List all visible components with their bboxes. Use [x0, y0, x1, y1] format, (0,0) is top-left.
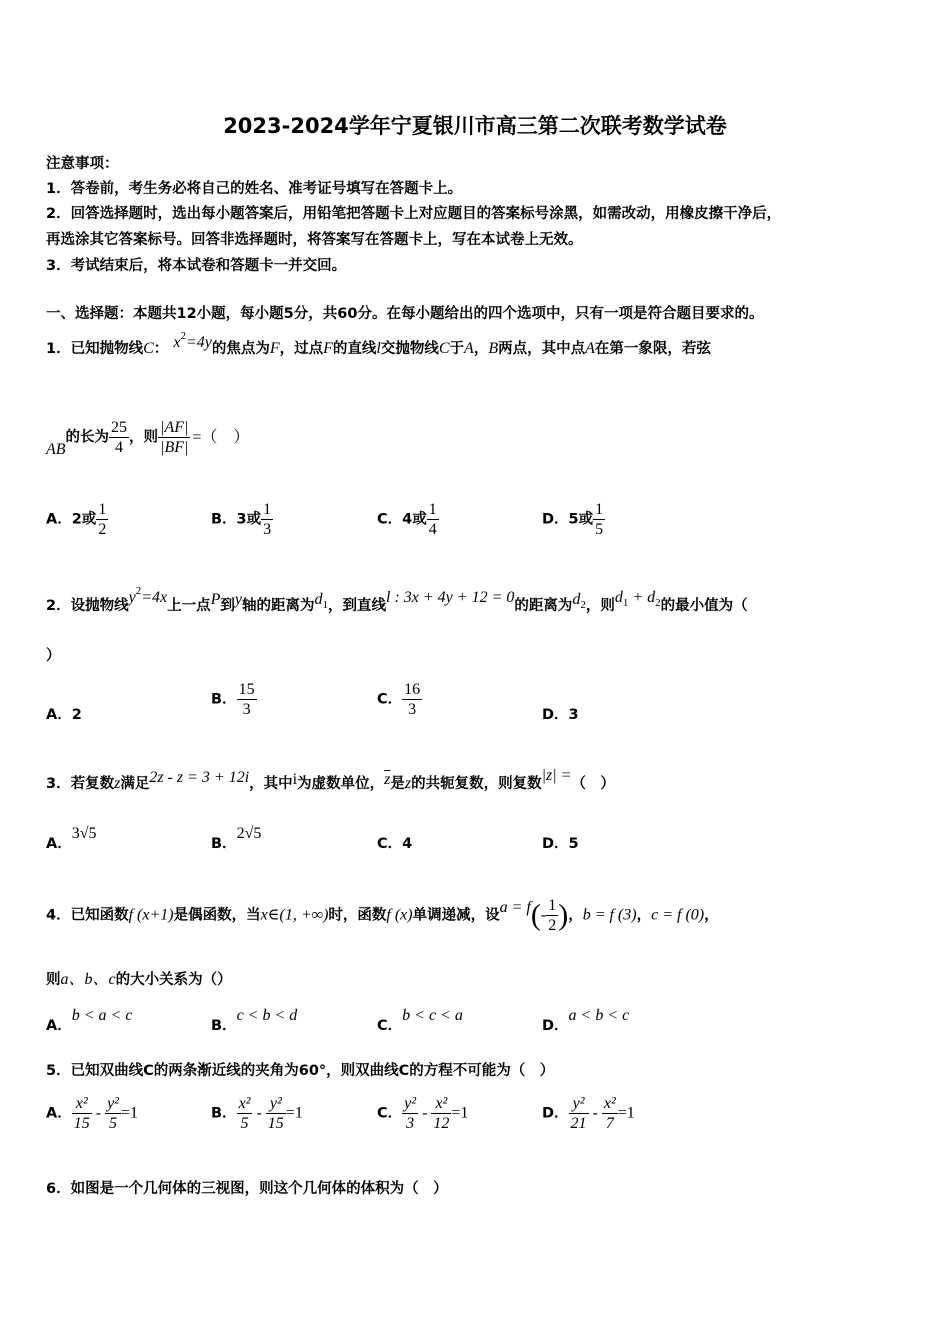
q4-abc: a、b、c	[60, 971, 116, 988]
q2-text-4: 轴的距离为	[242, 598, 315, 614]
q1-option-a-num: 1	[98, 501, 107, 518]
q5-option-c-n2: x²	[431, 1094, 451, 1114]
q5-option-a-tail: =1	[120, 1104, 138, 1122]
q1-option-c[interactable]	[377, 500, 439, 539]
q1-frac-den: 4	[115, 439, 124, 456]
q2-option-b[interactable]	[211, 680, 257, 719]
q1-text: 1．已知抛物线	[46, 341, 144, 357]
q4-option-c-label: C．	[377, 1018, 403, 1034]
q1-C: C	[143, 340, 154, 357]
q1-option-b-num: 1	[263, 501, 272, 518]
q5-option-b-n2: y²	[266, 1094, 286, 1114]
q1-option-c-num: 1	[428, 501, 437, 518]
q3-z2: z	[404, 775, 412, 792]
q1-text-10: ，则	[129, 429, 159, 446]
q1-option-d-den: 5	[595, 521, 604, 538]
notice-item-3: 3．考试结束后，将本试卷和答题卡一并交回。	[46, 258, 347, 274]
q4-option-a-val: b < a < c	[71, 1007, 133, 1024]
q1-option-b[interactable]	[211, 500, 273, 539]
question-1-line-1: 1．已知抛物线C： $x^2=4y$的焦点为F，过点F的直线l交抛物线C于A，B两点，其中点A在第一象限，若弦	[46, 330, 711, 357]
q2-d1: d	[314, 591, 323, 608]
q4-option-d-val: a < b < c	[568, 1007, 630, 1024]
q3-option-b-val: 2√5	[236, 825, 262, 842]
q5-option-d-n2: x²	[603, 1095, 616, 1112]
q1-A2: A	[585, 340, 595, 357]
q1-text-4: 的直线	[332, 341, 377, 357]
q5-option-a[interactable]: A． $\frac{\text{x²}}{15}$ - $\frac{\text{y²}}{5}$ =1	[46, 1095, 138, 1132]
q1-text-2: 的焦点为	[211, 341, 270, 357]
q1-option-d-num: 1	[595, 501, 604, 518]
q5-option-d-d2: 7	[605, 1115, 614, 1132]
q5-option-b-tail: =1	[285, 1104, 303, 1122]
q3-text-3: ，其中	[249, 776, 293, 792]
q3-text-6: 的共轭复数，则复数	[411, 776, 542, 792]
q2-option-c-den: 3	[408, 701, 417, 718]
q2-option-c[interactable]	[377, 680, 422, 719]
q1-AB: AB	[46, 440, 66, 458]
q1-option-a-label: A．2或	[46, 511, 97, 528]
q4-text-5: 则	[46, 972, 61, 988]
q1-option-b-den: 3	[263, 521, 272, 538]
q4-text-4: 单调递减，设	[412, 907, 500, 924]
q3-text-4: 为虚数单位，	[297, 776, 385, 792]
q2-eq-rest: =4x	[141, 589, 168, 606]
q4-f1: f (x+1)	[128, 906, 174, 924]
q1-ratio-den: |BF|	[160, 439, 189, 456]
q1-option-d[interactable]	[542, 500, 605, 539]
q4-text-3: 时，函数	[328, 907, 387, 924]
q1-option-a[interactable]	[46, 500, 108, 539]
q2-sum-d2: d	[647, 589, 656, 606]
notice-item-2: 2．回答选择题时，选出每小题答案后，用铅笔把答题卡上对应题目的答案标号涂黑，如需改动，用橡皮擦干净后，	[46, 206, 782, 222]
question-3	[46, 767, 615, 793]
q1-l: l	[376, 340, 381, 357]
q5-option-a-n2: y²	[107, 1095, 119, 1112]
q4-option-c[interactable]	[377, 1007, 463, 1035]
notice-heading: 注意事项：	[46, 156, 119, 172]
q2-text-2: 上一点	[167, 598, 211, 614]
q4-option-b-val: c < b < d	[236, 1007, 298, 1024]
q4-option-b[interactable]	[211, 1007, 298, 1035]
q1-ratio-num: |AF|	[160, 419, 189, 436]
q5-option-c-tail: =1	[451, 1104, 469, 1122]
q2-y: y	[234, 591, 242, 608]
q5-option-c-n1: y²	[404, 1095, 417, 1112]
q1-F: F	[269, 340, 280, 357]
q1-text-5: 交抛物线	[380, 341, 439, 357]
q2-option-b-den: 3	[242, 701, 251, 718]
q5-option-a-d2: 5	[109, 1115, 118, 1132]
q3-option-a[interactable]	[46, 825, 97, 853]
question-5: 5．已知双曲线C的两条渐近线的夹角为60°，则双曲线C的方程不可能为（ ）	[46, 1063, 555, 1079]
q4-a-eq: a = f	[499, 898, 531, 916]
q5-option-c-d2: 12	[433, 1115, 450, 1132]
q1-option-b-label: B．3或	[211, 511, 262, 528]
q5-option-d-n1: y²	[569, 1094, 589, 1114]
q2-P: P	[210, 591, 221, 608]
q5-option-a-n1: x²	[72, 1094, 92, 1114]
q2-text-6: 的距离为	[514, 598, 573, 614]
q1-text-3: ，过点	[279, 341, 324, 357]
q3-option-b[interactable]	[211, 825, 262, 853]
q1-C2: C	[438, 340, 450, 357]
q1-eq-rest: =4y	[185, 334, 212, 351]
q2-text-8: 的最小值为（	[660, 598, 748, 614]
q4-text: 4．已知函数	[46, 907, 129, 924]
question-4-line-2	[46, 966, 232, 989]
q2-line-eq: l : 3x + 4y + 12 = 0	[386, 589, 515, 606]
q3-option-d[interactable]: D．5	[542, 836, 579, 852]
q1-B: B	[488, 340, 499, 357]
q4-option-c-val: b < c < a	[402, 1007, 463, 1024]
q5-option-b-n1: x²	[238, 1095, 251, 1112]
q3-option-b-label: B．	[211, 836, 237, 852]
question-2-line-2: ）	[46, 648, 61, 664]
q5-option-b[interactable]: B． $\frac{\text{x²}}{5}$ - $\frac{\text{y²}}{15}$ =1	[211, 1095, 303, 1132]
q2-eq: y	[128, 589, 136, 606]
q3-z: z	[114, 775, 121, 792]
q1-option-c-label: C．4或	[377, 511, 427, 528]
q5-option-d-d1: 21	[570, 1115, 587, 1132]
q2-sum-d1: d	[614, 589, 623, 606]
q4-f2: f (x)	[386, 906, 413, 924]
q3-text-2: 满足	[120, 776, 150, 792]
q1-eq: x	[173, 334, 181, 351]
q2-option-b-label: B．	[211, 691, 237, 708]
q1-F2: F	[323, 340, 333, 357]
q5-option-b-d2: 15	[267, 1115, 284, 1132]
q4-text-2: 是偶函数，当	[173, 907, 261, 924]
q1-text-7: 两点，其中点	[498, 341, 586, 357]
notice-item-2-cont: 再选涂其它答案标号。回答非选择题时，将答案写在答题卡上，写在本试卷上无效。	[46, 232, 583, 248]
q5-option-b-d1: 5	[240, 1115, 249, 1132]
q1-text-11: =（ ）	[192, 428, 250, 446]
page-title: 2023-2024学年宁夏银川市高三第二次联考数学试卷	[223, 114, 727, 138]
q3-option-a-val: 3√5	[71, 825, 97, 842]
q2-d2: d	[572, 591, 581, 608]
q2-option-c-num: 16	[404, 681, 421, 698]
q5-option-c-label: C．	[377, 1105, 403, 1122]
q1-text-9: 的长为	[65, 429, 110, 446]
q5-option-c[interactable]: C． $\frac{\text{y²}}{3}$ - $\frac{\text{x²}}{12}$ =1	[377, 1095, 469, 1132]
q5-option-b-label: B．	[211, 1105, 237, 1122]
q1-option-d-label: D．5或	[542, 511, 594, 528]
q1-A: A	[464, 340, 474, 357]
q5-option-c-d1: 3	[406, 1115, 415, 1132]
q3-text: 3．若复数	[46, 776, 115, 792]
q2-option-a[interactable]: A．2	[46, 707, 82, 723]
q4-option-d[interactable]	[542, 1007, 630, 1035]
q5-option-d-label: D．	[542, 1105, 569, 1122]
q3-zbar: $\overline{z}$	[384, 771, 391, 788]
q4-option-a[interactable]	[46, 1007, 133, 1035]
q2-text-5: ，到直线	[328, 598, 386, 614]
question-2-line-1: 2．设抛物线$y^2=4x$上一点P到y轴的距离为$d_1$，到直线l : 3x + 4y + 12 = 0的距离为$d_2$，则$d_1 + d_2$的最小值为（	[46, 585, 748, 614]
question-6: 6．如图是一个几何体的三视图，则这个几何体的体积为（ ）	[46, 1181, 448, 1197]
q4-a-num: 1	[548, 897, 557, 914]
q4-option-d-label: D．	[542, 1018, 569, 1034]
q1-frac-num: 25	[111, 419, 128, 436]
q4-a-den: 2	[548, 917, 557, 934]
q4-cond: x∈(1, +∞)	[260, 906, 329, 924]
q4-b-eq: b = f (3)	[582, 906, 637, 924]
q1-option-a-den: 2	[98, 521, 107, 538]
q5-option-a-label: A．	[46, 1105, 72, 1122]
q4-text-6: 的大小关系为（）	[115, 972, 232, 988]
q2-option-c-label: C．	[377, 691, 403, 708]
q3-abs-z: |z| =	[541, 767, 572, 784]
q3-i: i	[292, 771, 298, 788]
notice-item-1: 1．答卷前，考生务必将自己的姓名、准考证号填写在答题卡上。	[46, 181, 463, 197]
section-heading: 一、选择题：本题共12小题，每小题5分，共60分。在每小题给出的四个选项中，只有一项是符合题目要求的。	[46, 306, 764, 322]
q4-c-eq: c = f (0)	[651, 906, 705, 924]
q5-option-d-tail: =1	[617, 1104, 635, 1122]
q3-text-8: （ ）	[571, 776, 615, 792]
q2-text-3: 到	[220, 598, 235, 614]
q3-eq: 2z - z = 3 + 12i	[149, 769, 250, 786]
q2-text: 2．设抛物线	[46, 598, 129, 614]
q5-option-d[interactable]: D． $\frac{\text{y²}}{21}$ - $\frac{\text{x²}}{7}$ =1	[542, 1095, 635, 1132]
q1-text-8: 在第一象限，若弦	[594, 341, 711, 357]
q3-text-5: 是	[390, 776, 405, 792]
q3-option-c[interactable]: C．4	[377, 836, 413, 852]
q1-comma: ，	[473, 341, 489, 357]
q1-colon: ：	[153, 341, 169, 357]
q4-option-a-label: A．	[46, 1018, 72, 1034]
question-4-line-1: 4．已知函数f (x+1)是偶函数，当x∈(1, +∞)时，函数f (x)单调递减，设a = f(- $\frac{1}{2}$ )，b = f (3)，c = f (0)，	[46, 897, 719, 934]
q5-option-a-d1: 15	[73, 1115, 90, 1132]
q1-text-6: 于	[449, 341, 465, 357]
q4-option-b-label: B．	[211, 1018, 237, 1034]
q3-option-a-label: A．	[46, 836, 72, 852]
q2-option-b-num: 15	[238, 681, 255, 698]
q2-option-d[interactable]: D．3	[542, 707, 579, 723]
question-1-line-2	[46, 418, 251, 457]
q1-option-c-den: 4	[428, 521, 437, 538]
q2-text-7: ，则	[585, 598, 615, 614]
